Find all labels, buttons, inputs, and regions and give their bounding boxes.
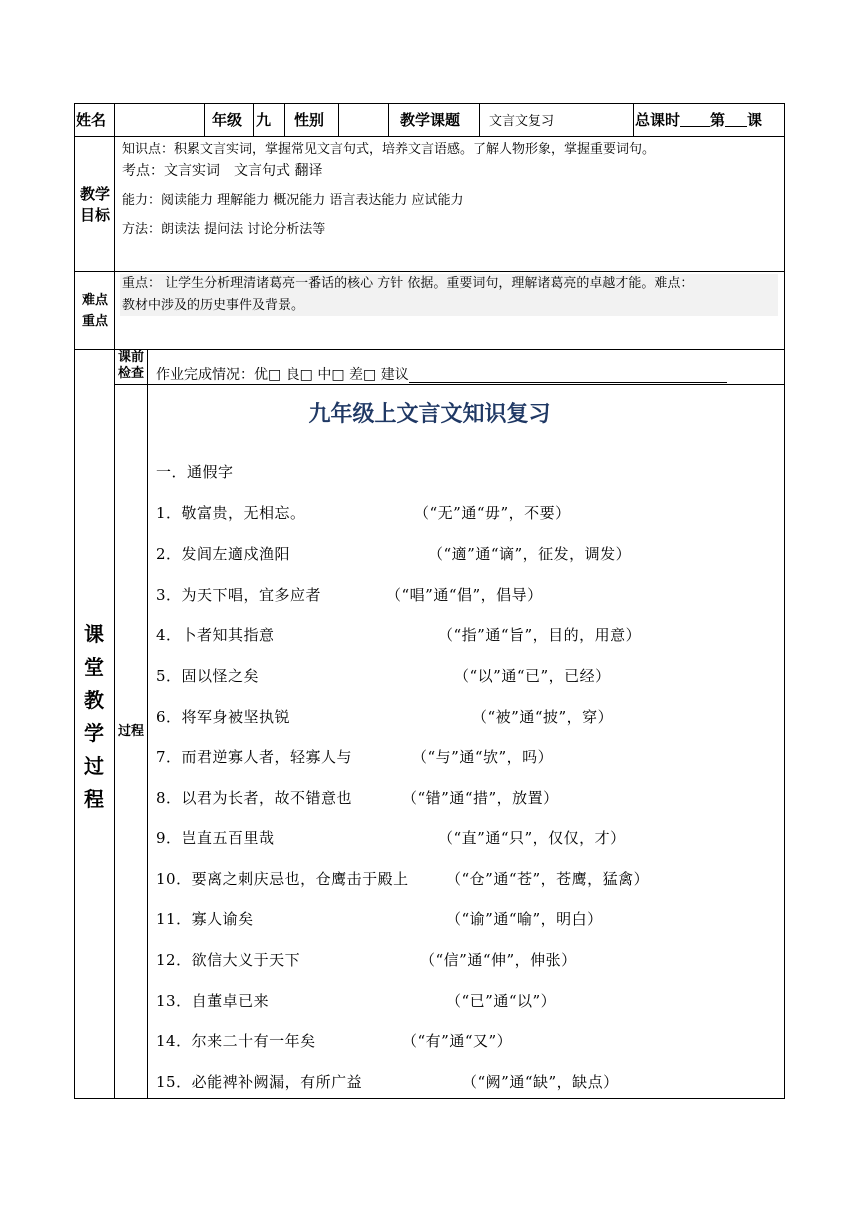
difficulty-line1: 重点： 让学生分析理清诸葛亮一番话的核心 方针 依据。重要词句，理解诸葛亮的卓越才能。难点：: [122, 275, 694, 291]
column-divider: [633, 103, 634, 136]
column-divider: [204, 103, 205, 136]
item-text: 2．发闾左適戍渔阳: [156, 545, 291, 563]
item-note: （“指”通“旨”，目的，用意）: [438, 626, 642, 644]
difficulty-line2: 教材中涉及的历史事件及背景。: [122, 297, 305, 313]
name-value[interactable]: [116, 103, 202, 136]
column-divider: [284, 103, 285, 136]
item-note: （“谕”通“喻”，明白）: [446, 910, 603, 928]
precheck-text: 作业完成情况：优□ 良□ 中□ 差□ 建议: [156, 366, 409, 383]
column-divider: [253, 103, 254, 136]
objectives-knowledge: 知识点：积累文言实词，掌握常见文言句式，培养文言语感。了解人物形象，掌握重要词句。: [122, 142, 656, 157]
item-text: 8．以君为长者，故不错意也: [156, 789, 353, 807]
item-text: 4．卜者知其指意: [156, 626, 275, 644]
item-note: （“错”通“措”，放置）: [402, 789, 559, 807]
item-text: 12．欲信大义于天下: [156, 951, 301, 969]
grade-value: 九: [256, 111, 272, 129]
objectives-ability: 能力：阅读能力 理解能力 概况能力 语言表达能力 应试能力: [122, 193, 464, 208]
item-note: （“阙”通“缺”，缺点）: [462, 1073, 619, 1091]
item-text: 13．自董卓已来: [156, 992, 270, 1010]
objectives-method: 方法：朗读法 提问法 讨论分析法等: [122, 222, 326, 237]
total-label: 总课时: [635, 111, 681, 129]
column-divider: [479, 103, 480, 136]
gender-label: 性别: [294, 111, 325, 129]
item-note: （“信”通“伸”，伸张）: [420, 951, 577, 969]
precheck-row: [156, 362, 727, 388]
item-note: （“適”通“谪”，征发，调发）: [428, 545, 632, 563]
column-divider: [388, 103, 389, 136]
item-text: 11．寡人谕矣: [156, 910, 254, 928]
item-note: （“以”通“已”，已经）: [454, 667, 611, 685]
item-text: 1．敬富贵，无相忘。: [156, 504, 306, 522]
row-divider: [74, 349, 785, 350]
precheck-label: 课前检查: [117, 350, 144, 381]
item-note: （“被”通“披”，穿）: [472, 708, 614, 726]
suggestion-blank[interactable]: [409, 368, 727, 383]
item-text: 3．为天下唱，宜多应者: [156, 586, 322, 604]
item-note: （“无”通“毋”，不要）: [414, 504, 571, 522]
process-label: 课堂教学过程: [84, 622, 104, 811]
name-label: 姓名: [76, 111, 107, 129]
grade-label: 年级: [212, 111, 243, 129]
item-text: 14．尔来二十有一年矣: [156, 1032, 316, 1050]
lesson-label: 课: [747, 111, 763, 129]
item-note: （“有”通“又”）: [402, 1032, 513, 1050]
item-text: 9．岂直五百里哉: [156, 829, 275, 847]
di-label: 第: [710, 111, 726, 129]
column-divider: [114, 103, 115, 1099]
topic-label: 教学课题: [400, 111, 461, 129]
item-text: 5．固以怪之矣: [156, 667, 260, 685]
item-text: 7．而君逆寡人者，轻寡人与: [156, 748, 353, 766]
item-text: 10．要离之刺庆忌也，仓鹰击于殿上: [156, 870, 409, 888]
item-note: （“直”通“只”，仅仅，才）: [438, 829, 626, 847]
item-text: 15．必能裨补阙漏，有所广益: [156, 1073, 363, 1091]
item-note: （“仓”通“苍”，苍鹰，猛禽）: [446, 870, 650, 888]
objectives-exam: 考点：文言实词 文言句式 翻译: [122, 163, 323, 179]
column-divider: [147, 349, 148, 1099]
item-note: （“与”通“欤”，吗）: [412, 748, 554, 766]
difficulty-label: 难点重点: [81, 293, 108, 329]
item-note: （“唱”通“倡”，倡导）: [386, 586, 543, 604]
total-blank[interactable]: [680, 112, 710, 127]
column-divider: [338, 103, 339, 136]
content-title: 九年级上文言文知识复习: [308, 402, 551, 427]
objectives-label: 教学目标: [79, 185, 110, 224]
lesson-blank[interactable]: [725, 112, 747, 127]
topic-value: 文言文复习: [489, 114, 555, 129]
item-text: 6．将军身被坚执锐: [156, 708, 291, 726]
process-sub-label: 过程: [118, 724, 145, 739]
item-note: （“已”通“以”）: [446, 992, 557, 1010]
section-heading: 一．通假字: [156, 463, 234, 481]
lesson-count: [635, 103, 785, 136]
gender-value[interactable]: [340, 103, 386, 136]
